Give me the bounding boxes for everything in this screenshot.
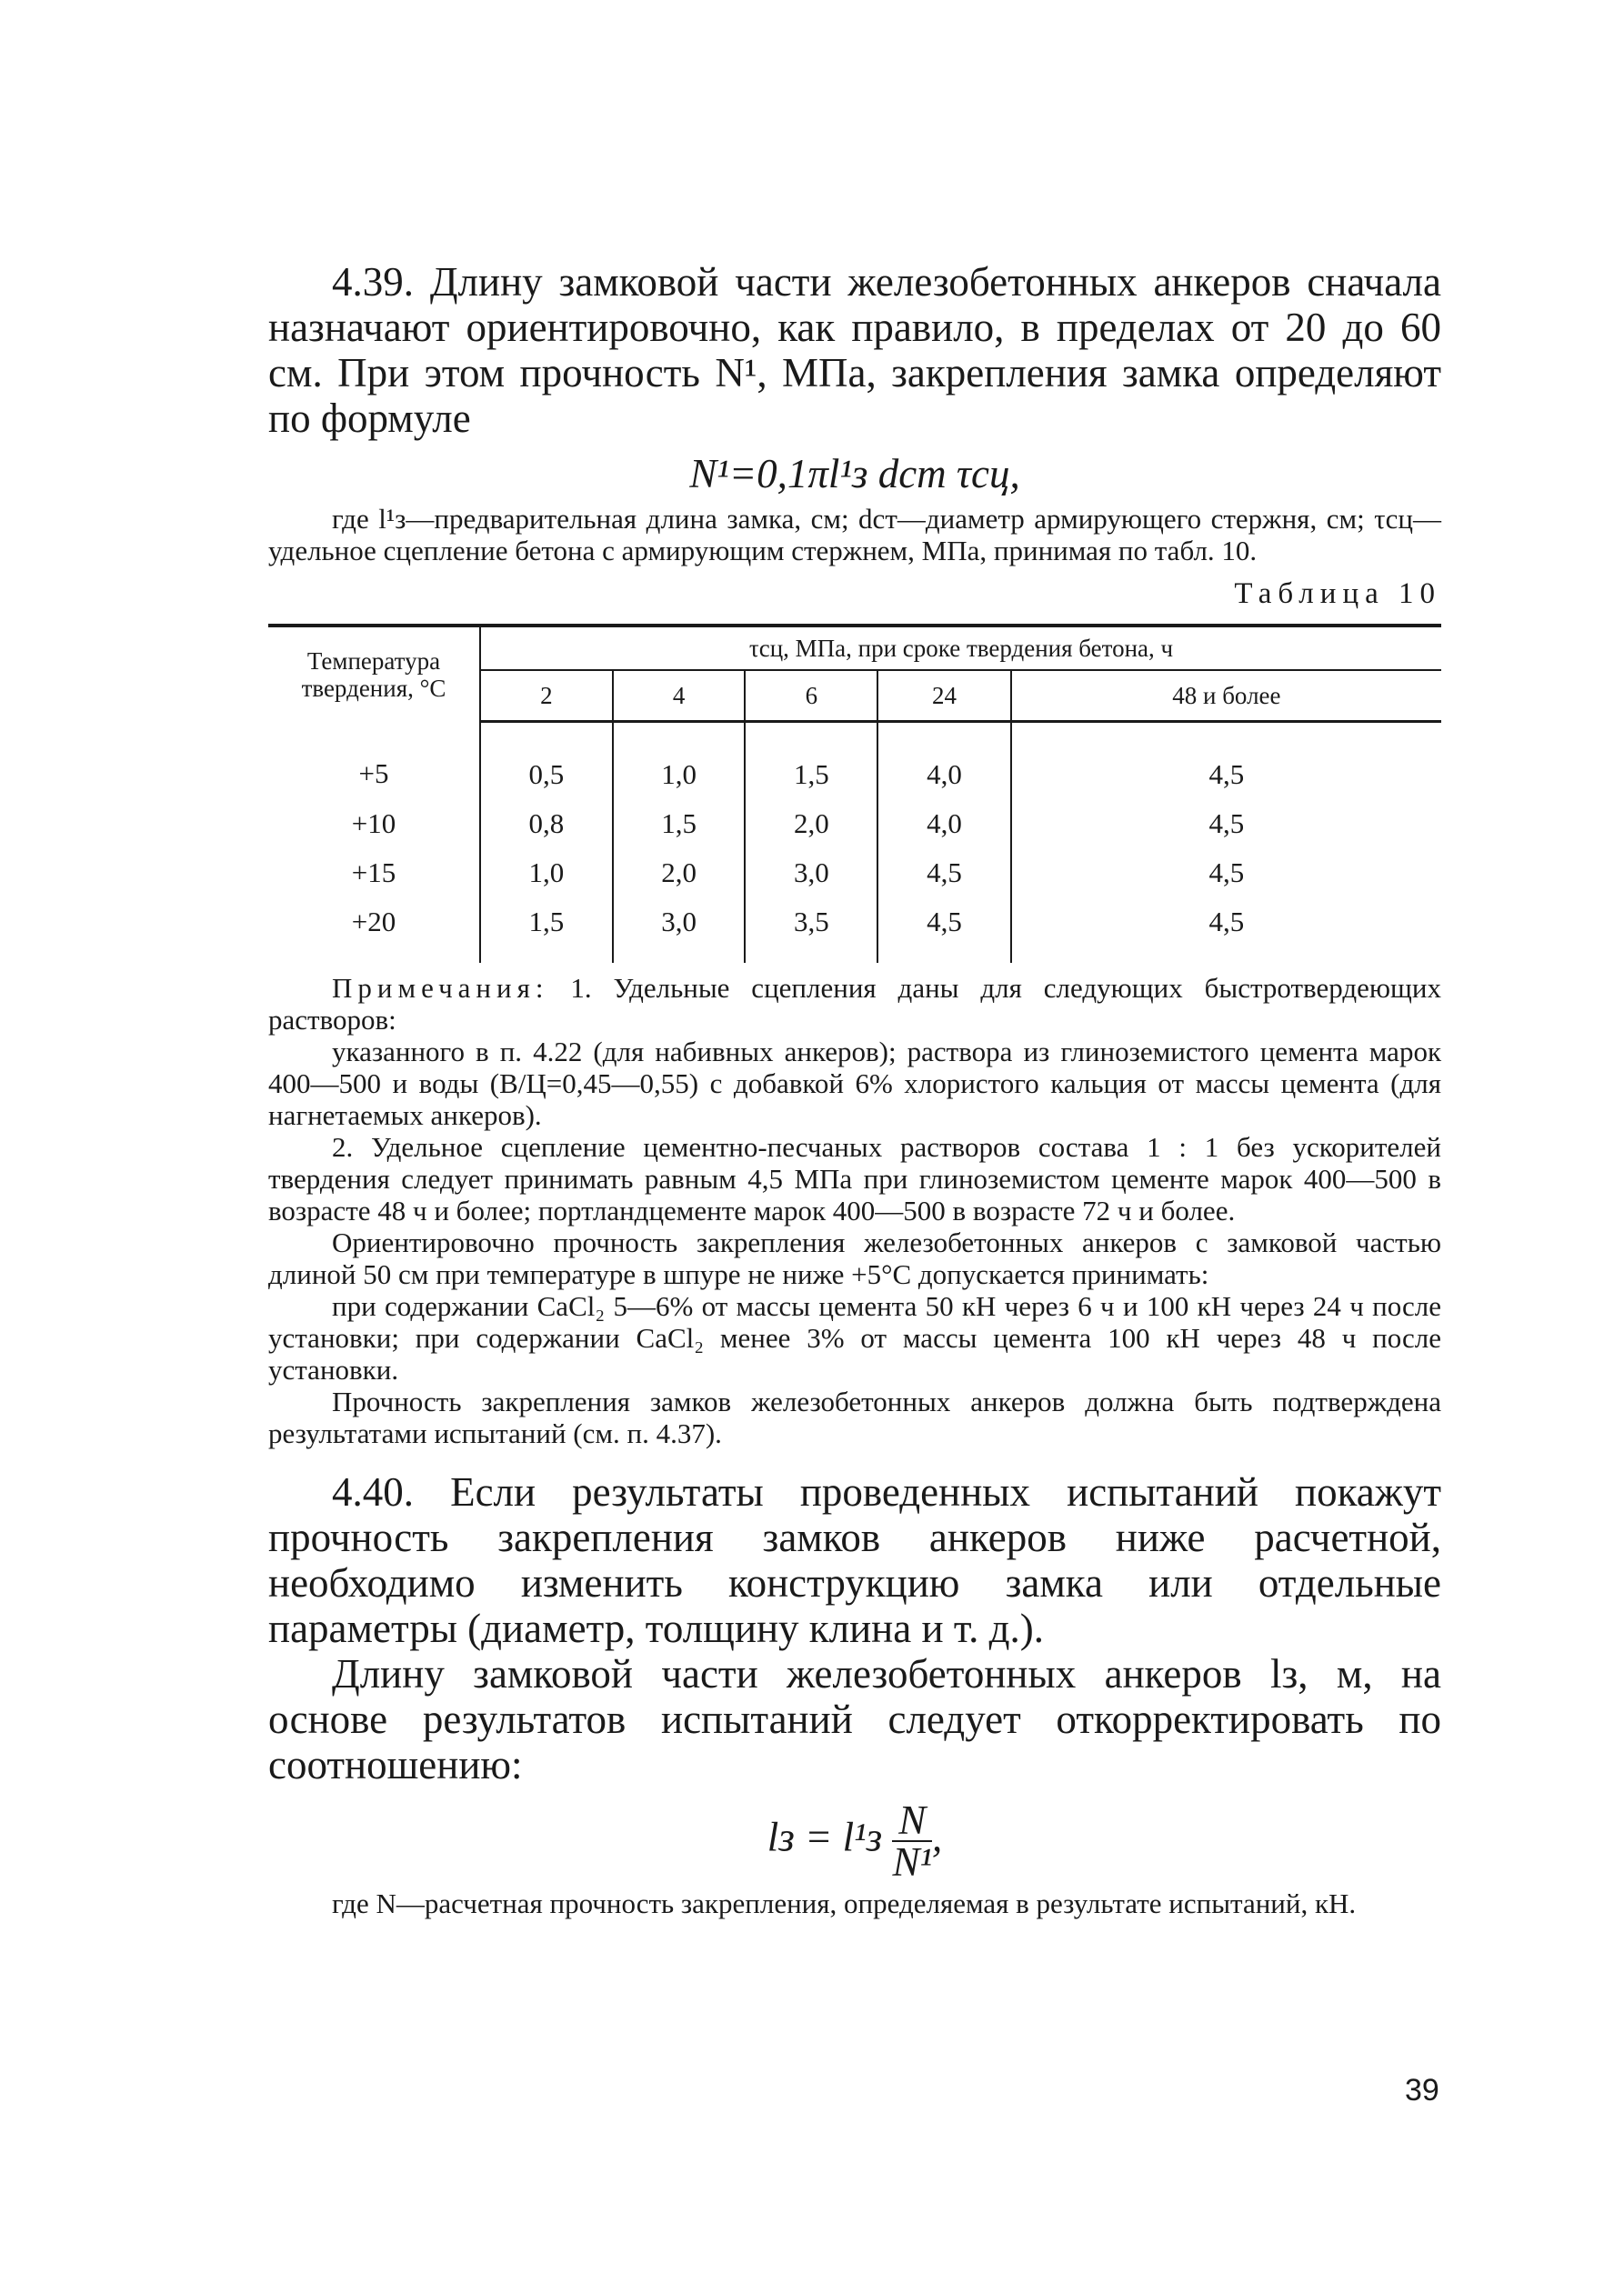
table-column-header: 4: [613, 670, 746, 722]
table-cell: 1,5: [480, 897, 613, 963]
table-row: [268, 848, 1441, 897]
table-cell: 1,5: [613, 799, 746, 848]
table-group-header: τсц, МПа, при сроке твердения бетона, ч: [480, 626, 1441, 670]
table-column-header: 24: [877, 670, 1011, 722]
table-cell: 4,0: [877, 799, 1011, 848]
note-1: [268, 972, 1441, 1036]
table-column-header: 2: [480, 670, 613, 722]
table-cell: 1,0: [613, 722, 746, 800]
table-notes: [268, 972, 1441, 1449]
table-cell: 1,5: [745, 722, 877, 800]
table-column-header: 48 и более: [1011, 670, 1441, 722]
formula-n1: N¹=0,1πl¹з dст τсц,: [689, 451, 1020, 496]
table-cell: 2,0: [745, 799, 877, 848]
table-cell: 4,5: [877, 897, 1011, 963]
note-1-detail: указанного в п. 4.22 (для набивных анкеров); раствора из глиноземистого цемента марок 400—500 и воды (В/Ц=0,45—0,55) с добавкой 6% хлористого кальция от массы цемента (для нагнетаемых анкеров).: [268, 1036, 1441, 1131]
table-cell: 1,0: [480, 848, 613, 897]
table-10-caption: Таблица 10: [1234, 577, 1441, 610]
table-cell: 4,5: [1011, 722, 1441, 800]
document-page: [268, 259, 1441, 1919]
paragraph-approx-strength: Ориентировочно прочность закрепления железобетонных анкеров с замковой частью длиной 50 см при температуре в шпуре не ниже +5°C допускается принимать:: [268, 1227, 1441, 1290]
table-cell: 3,5: [745, 897, 877, 963]
table-row-label: +10: [351, 807, 396, 839]
table-cell: 2,0: [613, 848, 746, 897]
table-row-label: +15: [351, 856, 396, 888]
table-row-header: Температура твердения, °C: [268, 626, 480, 722]
formula-l3-lhs: lз = l¹з: [767, 1814, 883, 1860]
note-1-text: 1. Удельные сцепления даны для следующих быстротвердеющих растворов:: [268, 972, 1442, 1036]
table-row-label: +5: [358, 757, 389, 790]
table-row-label: +20: [351, 906, 396, 937]
table-cell: 0,8: [480, 799, 613, 848]
section-4-39-text: 4.39. Длину замковой части железобетонных анкеров сначала назначают ориентировочно, как правило, в пределах от 20 до 60 см. При этом прочность N¹, МПа, закрепления замка определяют по формуле: [268, 259, 1441, 441]
table-row: [268, 722, 1441, 800]
table-cell: 4,5: [1011, 897, 1441, 963]
notes-heading: Примечания:: [332, 972, 549, 1004]
table-cell: 4,5: [1011, 799, 1441, 848]
table-cell: 3,0: [745, 848, 877, 897]
section-4-40-text: 4.40. Если результаты проведенных испытаний покажут прочность закрепления замков анкеров ниже расчетной, необходимо изменить конструкцию замка или отдельные параметры (диаметр, толщину клина и т. д.).: [268, 1469, 1441, 1651]
formula-l3-explanation: где N—расчетная прочность закрепления, определяемая в результате испытаний, кН.: [332, 1887, 1357, 1919]
formula-l3-numerator: N: [892, 1800, 932, 1842]
table-row: [268, 897, 1441, 963]
table-cell: 4,5: [877, 848, 1011, 897]
formula-l3: [268, 1797, 1441, 1885]
table-cell: 0,5: [480, 722, 613, 800]
table-cell: 4,0: [877, 722, 1011, 800]
note-2: 2. Удельное сцепление цементно-песчаных растворов состава 1 : 1 без ускорителей твердения следует принимать равным 4,5 МПа при глиноземистом цементе марок 400—500 в возрасте 48 ч и более; портландцементе марок 400—500 в возрасте 72 ч и более.: [268, 1131, 1441, 1227]
formula-l3-tail: ,: [932, 1814, 943, 1860]
table-row: [268, 799, 1441, 848]
formula-n1-explanation: где l¹з—предварительная длина замка, см; dст—диаметр армирующего стержня, см; τсц—удельное сцепление бетона с армирующим стержнем, МПа, принимая по табл. 10.: [268, 503, 1441, 566]
formula-l3-denominator: N¹: [892, 1839, 932, 1885]
table-column-header: 6: [745, 670, 877, 722]
formula-l3-fraction: [892, 1797, 932, 1885]
table-10: [268, 624, 1441, 963]
paragraph-confirmation: Прочность закрепления замков железобетонных анкеров должна быть подтверждена результатами испытаний (см. п. 4.37).: [268, 1386, 1441, 1449]
table-cell: 3,0: [613, 897, 746, 963]
page-number: 39: [1405, 2073, 1439, 2108]
paragraph-cacl2: при содержании CaCl₂ 5—6% от массы цемента 50 кН через 6 ч и 100 кН через 24 ч после установки; при содержании CaCl₂ менее 3% от массы цемента 100 кН через 48 ч после установки.: [268, 1290, 1441, 1386]
section-4-40-text-2: Длину замковой части железобетонных анкеров lз, м, на основе результатов испытаний следует откорректировать по соотношению:: [268, 1651, 1441, 1787]
table-cell: 4,5: [1011, 848, 1441, 897]
